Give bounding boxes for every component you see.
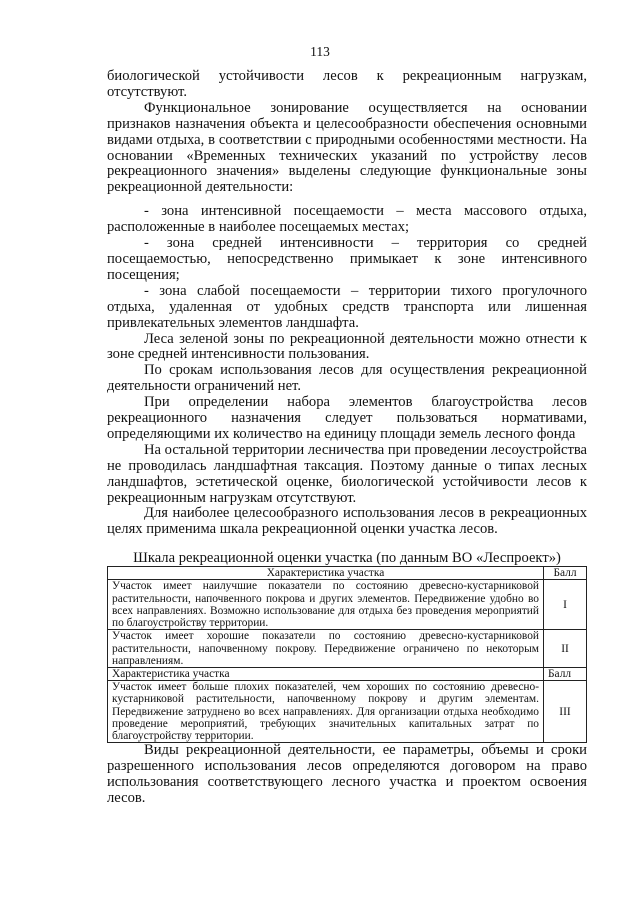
row-description: Участок имеет больше плохих показателей, чем хороших по состоянию древесно-кустарниковой растительности, напочвенному покрову и другим элементам. Передвижение затруднено во всех направлениях. Для организации отдыха необходимо проведение мероприятий, требующих значительных капитальных затрат по благоустройству территории. [108, 681, 544, 743]
header-characteristic: Характеристика участка [108, 567, 544, 580]
paragraph-terms: По срокам использования лесов для осуществления рекреационной деятельности ограничений нет. [107, 362, 587, 395]
paragraph-improvement: При определении набора элементов благоустройства лесов рекреационного назначения следует пользоваться нормативами, определяющими их количество на единицу площади земель лесного фонда [107, 394, 587, 442]
header-score: Балл [544, 667, 587, 680]
table-row [108, 681, 587, 743]
table-header-row-repeat [108, 667, 587, 680]
paragraph-zoning: Функциональное зонирование осуществляется на основании признаков назначения объекта и целесообразности обеспечения основными видами отдыха, в соответствии с природными особенностями местности. На основании «Временных технических указаний по устройству лесов рекреационного значения» выделены следующие функциональные зоны рекреационной деятельности: [107, 99, 587, 196]
paragraph-green-zone: Леса зеленой зоны по рекреационной деятельности можно отнести к зоне средней интенсивности пользования. [107, 330, 587, 363]
list-item-zone-medium: - зона средней интенсивности – территория со средней посещаемостью, непосредственно примыкает к зоне интенсивного посещения; [107, 235, 587, 283]
table-header-row [108, 567, 587, 580]
row-score: I [544, 580, 587, 630]
table-row [108, 580, 587, 630]
paragraph-remaining-territory: На остальной территории лесничества при проведении лесоустройства не проводилась ландшафтная таксация. Поэтому данные о типах лесных ландшафтов, эстетической оценке, биологической устойчивости лесов к рекреационным нагрузкам отсутствуют. [107, 441, 588, 506]
paragraph-continuation: биологической устойчивости лесов к рекреационным нагрузкам, отсутствуют. [107, 68, 587, 100]
row-score: III [544, 681, 587, 743]
paragraph-closing: Виды рекреационной деятельности, ее параметры, объемы и сроки разрешенного использования лесов определяются договором на право использования соответствующего лесного участка и проектом освоения лесов. [107, 742, 587, 806]
table-caption: Шкала рекреационной оценки участка (по данным ВО «Леспроект») [133, 550, 561, 567]
row-score: II [544, 630, 587, 668]
page-number: 113 [310, 44, 330, 59]
recreation-scale-table [107, 566, 587, 743]
page-body [107, 69, 587, 807]
list-item-zone-intensive: - зона интенсивной посещаемости – места массового отдыха, расположенные в наиболее посещаемых местах; [107, 203, 587, 236]
row-description: Участок имеет хорошие показатели по состоянию древесно-кустарниковой растительности, напочвенному покрову. Передвижение ограничено по некоторым направлениям. [108, 630, 544, 668]
table-row [108, 630, 587, 668]
paragraph-scale-intro: Для наиболее целесообразного использования лесов в рекреационных целях применима шкала рекреационной оценки участка лесов. [107, 505, 587, 538]
list-item-zone-weak: - зона слабой посещаемости – территории тихого прогулочного отдыха, удаленная от удобных средств транспорта или лишенная привлекательных элементов ландшафта. [107, 282, 587, 331]
header-score: Балл [544, 567, 587, 580]
header-characteristic: Характеристика участка [108, 667, 544, 680]
row-description: Участок имеет наилучшие показатели по состоянию древесно-кустарниковой растительности, напочвенного покрова и других элементов. Передвижение удобно во всех направлениях. Возможно использование для отдыха без проведения мероприятий по благоустройству территории. [108, 580, 544, 630]
